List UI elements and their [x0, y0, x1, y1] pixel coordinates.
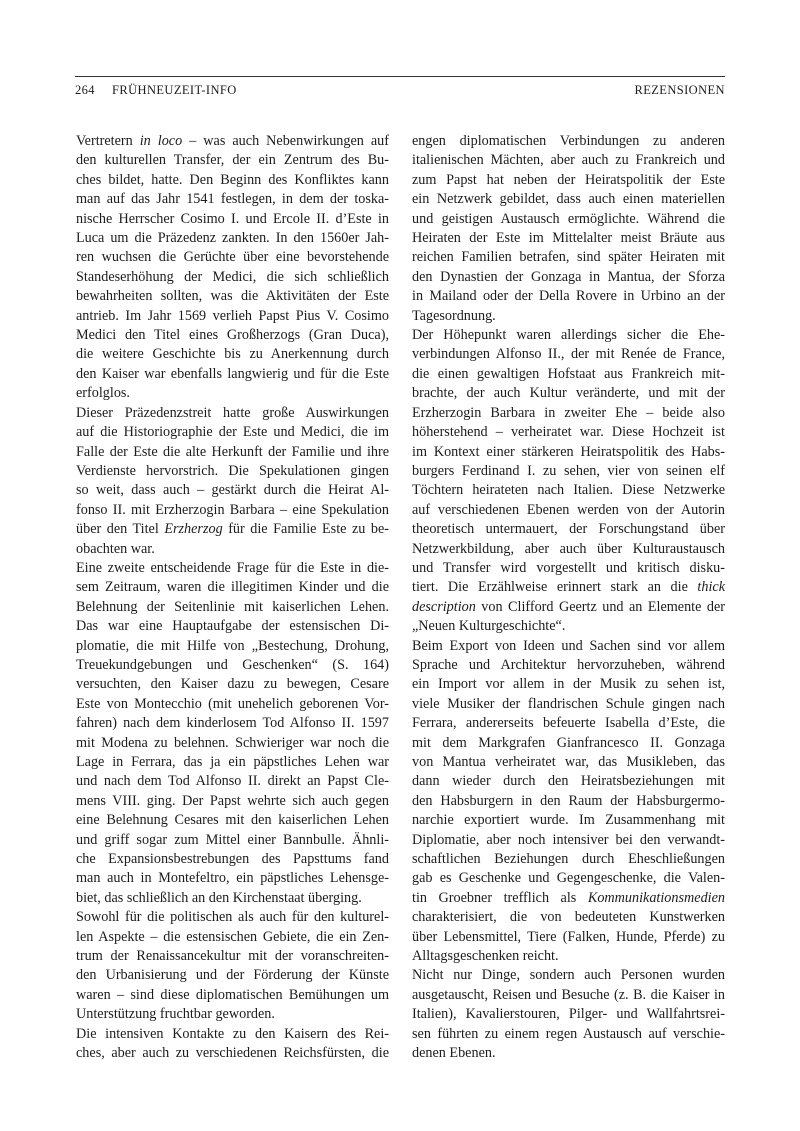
text-line [412, 307, 725, 326]
text-line [76, 1005, 389, 1024]
text-line [76, 559, 389, 578]
text-line [412, 850, 725, 869]
text-line [76, 928, 389, 947]
paragraph [412, 637, 725, 967]
text-line [412, 908, 725, 927]
text-run: ren wuchsen die Gerüchte über eine bevorstehende [76, 249, 389, 266]
text-run: Unterstützung fruchtbar geworden. [76, 1006, 275, 1023]
text-run: Erzherzogin Barbara in zweiter Ehe – beide also [412, 404, 725, 421]
text-run: Italien), Kavalierstouren, Pilger- und Wallfahrtsrei- [412, 1006, 725, 1023]
text-run: auf verschiedenen Ebenen werden von der Autorin [412, 501, 725, 518]
text-run: viele Musiker der flandrischen Schule gingen nach [412, 695, 725, 712]
text-run: für die Familie Este zu be- [222, 521, 390, 538]
text-line [76, 578, 389, 597]
text-line [76, 307, 389, 326]
text-run: sem Zeitraum, waren die illegitimen Kinder und die [76, 579, 389, 596]
text-run: fahren) nach dem kinderlosem Tod Alfonso II. 1597 [76, 715, 389, 732]
text-run: Dieser Präzedenzstreit hatte große Auswirkungen [76, 404, 389, 421]
text-line [76, 540, 389, 559]
paragraph [76, 132, 389, 404]
text-run: Falle der Este die alte Herkunft der Familie und ihre [76, 443, 389, 460]
text-line [76, 1025, 389, 1044]
left-column [76, 132, 389, 1064]
text-run: tin Groebner trefflich als [412, 889, 588, 906]
text-line [412, 268, 725, 287]
page-number: 264 [75, 83, 95, 97]
text-line [412, 501, 725, 520]
text-line [76, 947, 389, 966]
text-line [412, 675, 725, 694]
text-line [412, 869, 725, 888]
text-run: Este von Montecchio (mit unehelich geborenen Vor- [76, 695, 389, 712]
text-line [76, 889, 389, 908]
text-run: Der Höhepunkt waren allerdings sicher die Ehe- [412, 327, 725, 344]
text-line [412, 986, 725, 1005]
text-run: den kulturellen Transfer, der ein Zentrum des Bu- [76, 152, 389, 169]
text-run: antrieb. Im Jahr 1569 verlieh Papst Pius V. Cosimo [76, 307, 389, 324]
text-line [412, 229, 725, 248]
text-run: charakterisiert, die von bedeuteten Kunstwerken [412, 909, 725, 926]
text-run: trum der Renaissancekultur mit der voranschreiten- [76, 948, 389, 965]
text-line [412, 287, 725, 306]
text-run: Belehnung der Seitenlinie mit kaiserlichen Lehen. [76, 598, 389, 615]
text-run: Beim Export von Ideen und Sachen sind vor allem [412, 637, 725, 654]
text-line [412, 132, 725, 151]
italic-text: description [412, 598, 476, 615]
text-run: Verdienste hervorstrich. Die Spekulationen gingen [76, 462, 389, 479]
text-line [412, 190, 725, 209]
text-line [76, 171, 389, 190]
text-run: auf die Historiographie der Este und Medici, die im [76, 424, 389, 441]
text-run: Treuekundgebungen und Geschenken“ (S. 164) [76, 656, 389, 673]
text-line [412, 326, 725, 345]
text-line [412, 481, 725, 500]
text-run: ein Import vor allem in der Musik zu sehen ist, [412, 676, 725, 693]
paragraph [412, 966, 725, 1063]
journal-title: FRÜHNEUZEIT-INFO [112, 83, 237, 97]
text-line [412, 423, 725, 442]
text-line [76, 753, 389, 772]
text-line [412, 734, 725, 753]
text-line [76, 520, 389, 539]
text-run: bewahrheiten sollten, was die Aktivitäten der Este [76, 288, 389, 305]
text-run: Heiraten der Este im Mittelalter meist Bräute aus [412, 230, 725, 247]
text-run: mit Modena zu belehnen. Schwieriger war noch die [76, 734, 389, 751]
text-line [412, 1025, 725, 1044]
text-line [412, 171, 725, 190]
text-line [412, 248, 725, 267]
italic-text: Erzherzog [164, 521, 223, 538]
text-run: ausgetauscht, Reisen und Besuche (z. B. die Kaiser in [412, 986, 725, 1003]
text-line [412, 151, 725, 170]
text-run: mit dem Markgrafen Gianfrancesco II. Gonzaga [412, 734, 725, 751]
text-run: Vertretern [76, 133, 140, 149]
text-run: brachte, der auch Kultur veränderte, und mit der [412, 385, 725, 402]
text-line [76, 850, 389, 869]
text-run: sen führten zu einem regen Austausch auf verschie- [412, 1025, 725, 1042]
text-run: Alltagsgeschenken reicht. [412, 948, 559, 965]
text-line [412, 792, 725, 811]
text-run: Ferrara, andererseits befeuerte Isabella d’Este, die [412, 715, 725, 732]
italic-text: thick [697, 579, 725, 596]
text-line [76, 287, 389, 306]
text-line [412, 345, 725, 364]
text-line [412, 365, 725, 384]
text-line [412, 637, 725, 656]
text-run: die einen gewaltigen Hofstaat aus Frankreich mit- [412, 365, 725, 382]
text-run: Medici den Titel eines Großherzogs (Gran Duca), [76, 327, 389, 344]
text-run: verbindungen Alfonso II., der mit Renée de France, [412, 346, 725, 363]
text-run: den Urbanisierung und der Förderung der Künste [76, 967, 389, 984]
text-run: Das war eine Hauptaufgabe der estensischen Di- [76, 618, 389, 635]
text-run: Sprache und Architektur hervorzuheben, während [412, 656, 725, 673]
text-run: denen Ebenen. [412, 1045, 496, 1062]
text-run: ches, aber auch zu verschiedenen Reichsfürsten, die [76, 1045, 389, 1062]
text-run: erfolglos. [76, 385, 130, 402]
text-line [412, 947, 725, 966]
text-line [412, 578, 725, 597]
text-run: theoretisch untermauert, der Forschungstand über [412, 521, 725, 538]
text-line [412, 384, 725, 403]
paragraph [76, 908, 389, 1024]
text-line [412, 656, 725, 675]
paragraph [76, 559, 389, 908]
text-line [76, 132, 389, 151]
text-line [76, 365, 389, 384]
text-line [412, 966, 725, 985]
text-line [76, 986, 389, 1005]
text-run: Eine zweite entscheidende Frage für die Este in die- [76, 559, 389, 576]
text-run: narchie exportiert wurde. Im Zusammenhang mit [412, 812, 725, 829]
text-line [412, 462, 725, 481]
text-run: ches bildet, hatte. Den Beginn des Konfliktes kann [76, 171, 389, 188]
text-run: len Aspekte – die estensischen Gebiete, die ein Zen- [76, 928, 389, 945]
text-line [412, 443, 725, 462]
text-line [76, 675, 389, 694]
text-line [76, 501, 389, 520]
text-run: italienischen Mächten, aber auch zu Frankreich und [412, 152, 725, 169]
text-run: „Neuen Kulturgeschichte“. [412, 618, 566, 635]
text-run: waren – sind diese diplomatischen Bemühungen um [76, 986, 389, 1003]
text-run: obachten war. [76, 540, 155, 557]
text-run: che Expansionsbestrebungen des Papsttums fand [76, 851, 389, 868]
text-line [412, 520, 725, 539]
text-run: Nicht nur Dinge, sondern auch Personen wurden [412, 967, 725, 984]
text-run: versuchten, den Kaiser dazu zu bewegen, Cesare [76, 676, 389, 693]
text-run: in Mailand oder der Della Rovere in Urbino an der [412, 288, 725, 305]
text-line [76, 772, 389, 791]
text-line [76, 908, 389, 927]
text-line [412, 1005, 725, 1024]
text-line [76, 869, 389, 888]
text-line [412, 753, 725, 772]
text-run: Diplomatie, aber noch intensiver bei den verwandt- [412, 831, 725, 848]
text-run: über Lebensmittel, Tiere (Falken, Hunde, Pferde) zu [412, 928, 725, 945]
text-run: nische Herrscher Cosimo I. und Ercole II. d’Este in [76, 210, 389, 227]
text-run: man auch in Montefeltro, ein päpstliches Lehensge- [76, 870, 389, 887]
text-run: Töchtern heirateten nach Italien. Diese Netzwerke [412, 482, 725, 499]
text-line [76, 656, 389, 675]
text-run: höherstehend – verheiratet war. Diese Hochzeit ist [412, 424, 725, 441]
text-run: und nach dem Tod Alfonso II. direkt an Papst Cle- [76, 773, 389, 790]
paragraph [76, 404, 389, 559]
text-run: von Mantua verheiratet war, das Musikleben, das [412, 754, 725, 770]
text-line [76, 404, 389, 423]
text-line [412, 559, 725, 578]
paragraph [412, 132, 725, 326]
text-line [412, 772, 725, 791]
running-header [75, 76, 725, 97]
text-run: den Habsburgern in den Raum der Habsburgermo- [412, 792, 725, 809]
text-line [76, 210, 389, 229]
text-line [76, 248, 389, 267]
text-line [76, 714, 389, 733]
text-run: eine Belehnung Cesares mit den kaiserlichen Lehen [76, 812, 389, 829]
text-run: Luca um die Präzedenz zankten. In den 1560er Jah- [76, 230, 389, 247]
text-line [76, 462, 389, 481]
text-line [76, 598, 389, 617]
text-line [76, 326, 389, 345]
text-run: Lage in Ferrara, das ja ein päpstliches Lehen war [76, 754, 389, 770]
text-line [76, 1044, 389, 1063]
text-run: von Clifford Geertz und an Elemente der [475, 598, 725, 615]
text-run: man auf das Jahr 1541 festlegen, in dem der toska- [76, 191, 389, 208]
text-line [76, 229, 389, 248]
text-line [76, 734, 389, 753]
text-run: Sowohl für die politischen als auch für den kulturel- [76, 909, 389, 926]
italic-text: Kommunikationsmedien [587, 889, 725, 906]
text-run: schaftlichen Beziehungen durch Eheschließungen [412, 851, 725, 868]
text-run: burgers Ferdinand I. zu sehen, vier von seinen elf [412, 462, 725, 479]
text-line [76, 481, 389, 500]
text-run: Tagesordnung. [412, 307, 496, 324]
text-run: Die intensiven Kontakte zu den Kaisern des Rei- [76, 1025, 389, 1042]
text-line [76, 695, 389, 714]
text-run: plomatie, die mit Hilfe von „Bestechung, Drohung, [76, 637, 389, 654]
text-run: den Kaiser war ebenfalls langwierig und für die Este [76, 365, 389, 382]
text-run: reichen Familien betrafen, sind später Heiraten mit [412, 249, 725, 266]
text-line [76, 268, 389, 287]
text-line [412, 714, 725, 733]
text-run: und geistigen Austausch ermöglichte. Während die [412, 210, 725, 227]
text-run: im Kontext einer stärkeren Heiratspolitik des Habs- [412, 443, 725, 460]
text-run: engen diplomatischen Verbindungen zu anderen [412, 133, 725, 149]
text-line [76, 831, 389, 850]
text-line [76, 811, 389, 830]
text-run: ein Netzwerk gebildet, dass auch einen materiellen [412, 191, 725, 208]
italic-text: in loco [139, 133, 183, 149]
text-run: mens VIII. ging. Der Papst wehrte sich auch gegen [76, 792, 389, 809]
text-run: den Dynastien der Gonzaga in Mantua, der Sforza [412, 268, 725, 285]
text-run: Netzwerkbildung, aber auch über Kulturaustausch [412, 540, 725, 557]
section-title: REZENSIONEN [634, 83, 725, 97]
text-run: und Transfer wird vorgestellt und kritisch disku- [412, 559, 725, 576]
text-line [76, 637, 389, 656]
text-line [76, 792, 389, 811]
text-run: die weitere Geschichte bis zu Anerkennung durch [76, 346, 389, 363]
paragraph [412, 326, 725, 637]
text-run: – was auch Nebenwirkungen auf [182, 133, 389, 149]
text-run: über den Titel [76, 521, 165, 538]
text-line [412, 210, 725, 229]
text-run: Standeserhöhung der Medici, die sich schließlich [76, 268, 389, 285]
text-run: gab es Geschenke und Gegengeschenke, die Valen- [412, 870, 725, 887]
text-line [412, 1044, 725, 1063]
text-line [76, 966, 389, 985]
text-line [412, 811, 725, 830]
text-run: so weit, dass auch – gestärkt durch die Heirat Al- [76, 482, 389, 499]
text-line [412, 889, 725, 908]
text-run: biet, das schließlich an den Kirchenstaat überging. [76, 889, 362, 906]
text-run: dann wieder durch den Heiratsbeziehungen mit [412, 773, 725, 790]
text-run: fonso II. mit Erzherzogin Barbara – eine Spekulation [76, 501, 389, 518]
paragraph [76, 1025, 389, 1064]
text-line [76, 423, 389, 442]
text-line [412, 598, 725, 617]
text-line [412, 404, 725, 423]
text-line [76, 443, 389, 462]
right-column [412, 132, 725, 1064]
text-line [412, 928, 725, 947]
text-line [412, 540, 725, 559]
text-run: und griff sogar zum Mittel einer Bannbulle. Ähnli- [76, 831, 389, 848]
text-line [76, 384, 389, 403]
text-run: zum Papst hat neben der Heiratspolitik der Este [412, 171, 725, 188]
text-run: tiert. Die Erzählweise erinnert stark an die [412, 579, 698, 596]
text-line [76, 151, 389, 170]
text-line [412, 617, 725, 636]
text-line [412, 695, 725, 714]
text-line [412, 831, 725, 850]
text-line [76, 617, 389, 636]
text-line [76, 190, 389, 209]
text-line [76, 345, 389, 364]
